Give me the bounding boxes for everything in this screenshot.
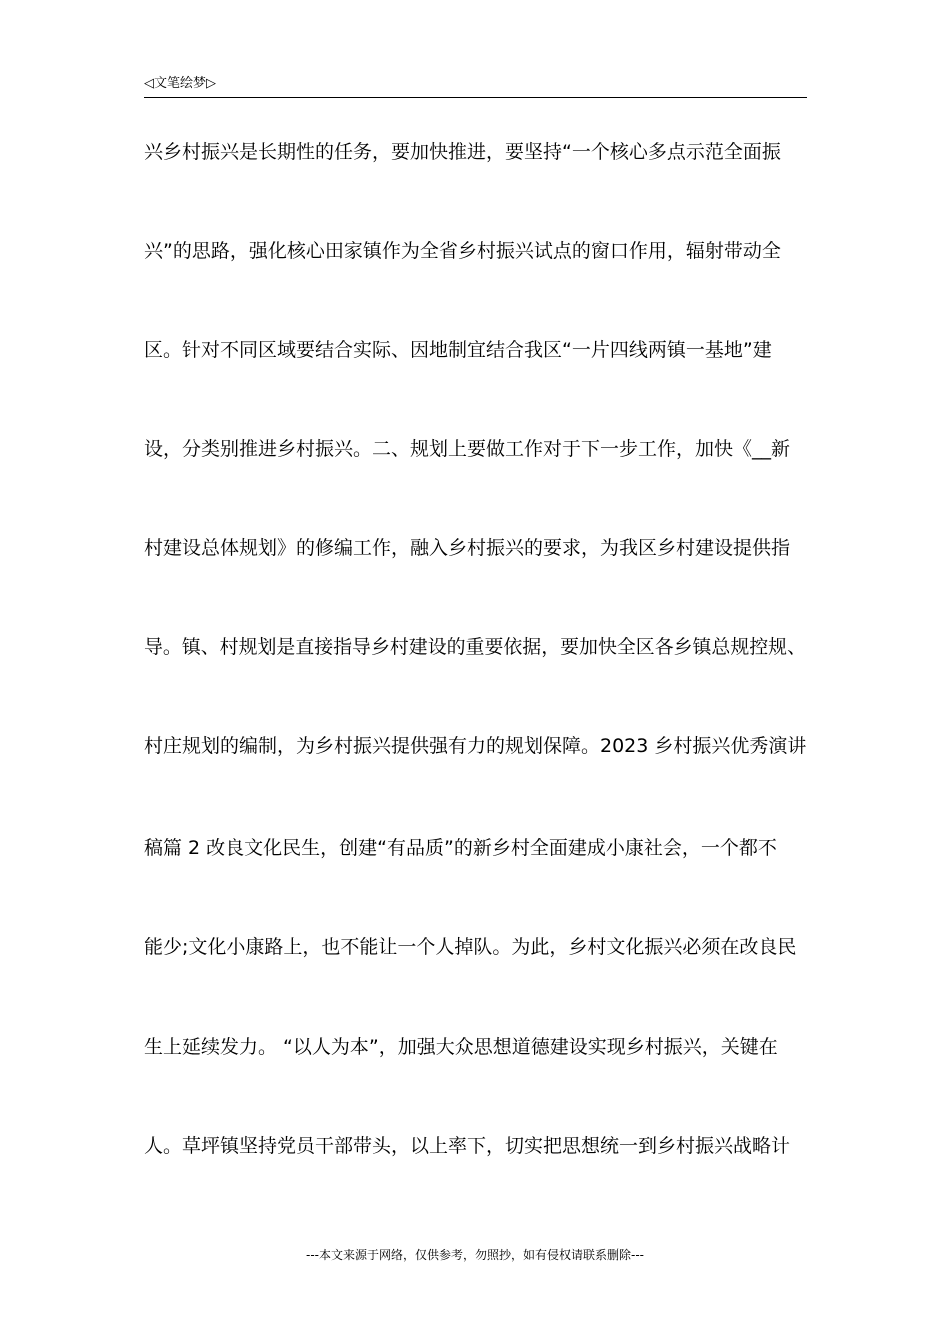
body-line: 区。针对不同区域要结合实际、因地制宜结合我区“一片四线两镇一基地”建: [144, 339, 772, 361]
body-line: 村庄规划的编制，为乡村振兴提供强有力的规划保障。2023 乡村振兴优秀演讲: [144, 735, 807, 757]
page-footer: ---本文来源于网络，仅供参考，勿照抄，如有侵权请联系删除---: [306, 1248, 644, 1262]
body-line: 生上延续发力。 “以人为本”，加强大众思想道德建设实现乡村振兴，关键在: [144, 1036, 778, 1058]
header-divider: [144, 97, 807, 98]
body-line: 导。镇、村规划是直接指导乡村建设的重要依据，要加快全区各乡镇总规控规、: [144, 636, 807, 658]
body-line: 人。草坪镇坚持党员干部带头，以上率下，切实把思想统一到乡村振兴战略计: [144, 1135, 791, 1157]
body-line: 能少;文化小康路上，也不能让一个人掉队。为此，乡村文化振兴必须在改良民: [144, 936, 797, 958]
body-line: 设，分类别推进乡村振兴。二、规划上要做工作对于下一步工作，加快《__新: [144, 438, 791, 460]
body-line: 兴乡村振兴是长期性的任务，要加快推进，要坚持“一个核心多点示范全面振: [144, 141, 781, 163]
body-line: 稿篇 2 改良文化民生，创建“有品质”的新乡村全面建成小康社会，一个都不: [144, 837, 777, 859]
header-title: ◁文笔绘梦▷: [144, 76, 216, 91]
body-line: 村建设总体规划》的修编工作，融入乡村振兴的要求，为我区乡村建设提供指: [144, 537, 791, 559]
body-line: 兴”的思路，强化核心田家镇作为全省乡村振兴试点的窗口作用，辐射带动全: [144, 240, 781, 262]
page-header: [144, 74, 806, 98]
